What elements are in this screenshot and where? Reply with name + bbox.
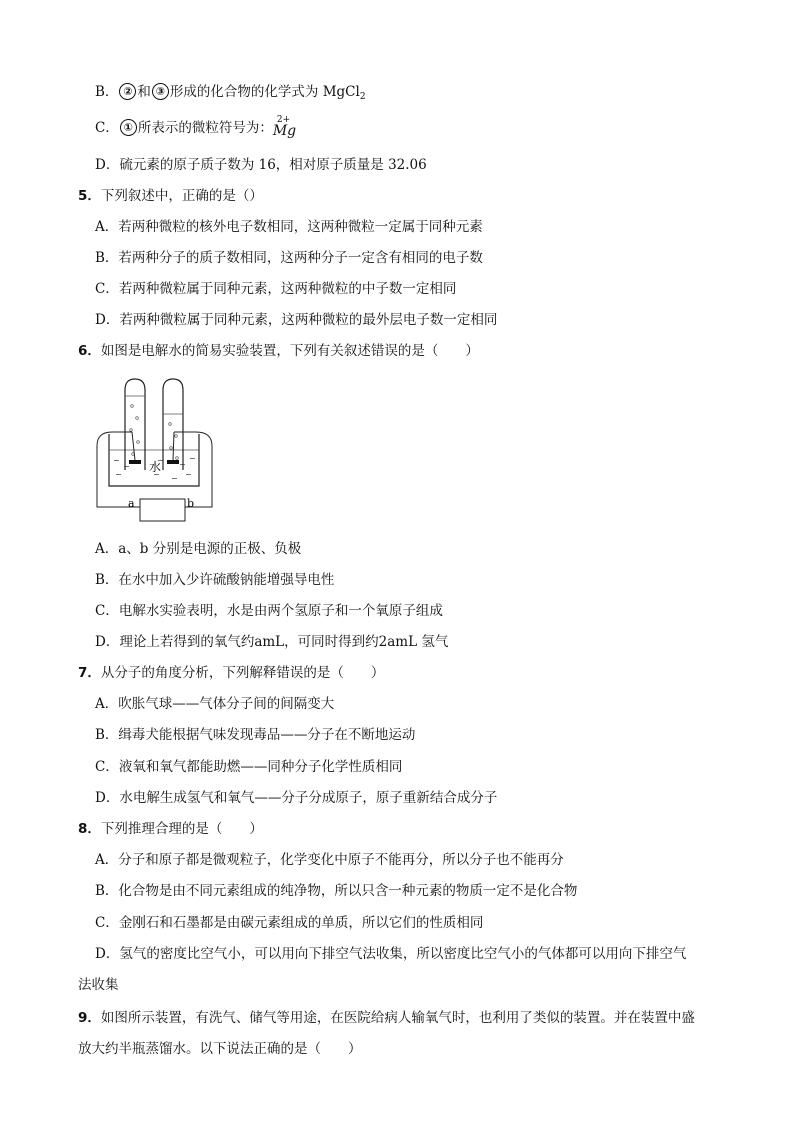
q6-option-d: D．理论上若得到的氧气约amL，可同时得到约2amL 氢气 [95, 634, 449, 650]
power-source [140, 499, 185, 521]
question-8 [78, 819, 263, 839]
question-stem: 从分子的角度分析，下列解释错误的是（ ） [100, 665, 385, 681]
q8-option-a: A．分子和原子都是微观粒子，化学变化中原子不能再分，所以分子也不能再分 [95, 852, 564, 868]
option-letter: C． [95, 120, 119, 136]
question-9 [78, 1008, 695, 1028]
q7-option-b: B．缉毒犬能根据气味发现毒品——分子在不断地运动 [95, 727, 416, 743]
question-number: 9． [78, 1010, 101, 1026]
question-stem: 如图是电解水的简易实验装置，下列有关叙述错误的是（ ） [100, 343, 479, 359]
q4-option-c [95, 114, 297, 139]
circled-number: ③ [152, 83, 169, 100]
ion-symbol [272, 114, 297, 139]
question-7 [78, 663, 384, 683]
q7-option-a: A．吹胀气球——气体分子间的间隔变大 [95, 696, 335, 712]
q6-option-c: C．电解水实验表明，水是由两个氢原子和一个氧原子组成 [95, 603, 443, 619]
option-text: 硫元素的原子质子数为 16，相对原子质量是 32.06 [119, 157, 427, 173]
circled-number: ① [120, 119, 137, 136]
q4-option-d [95, 155, 427, 175]
electrolysis-apparatus-figure [92, 374, 217, 524]
question-stem: 如图所示装置，有洗气、储气等用途，在医院给病人输氧气时，也利用了类似的装置。并在装置中盛 [100, 1010, 695, 1026]
question-5 [78, 186, 263, 206]
electrode-left [129, 460, 141, 464]
q4-option-b [95, 82, 366, 107]
ion-element: Mg [272, 122, 297, 139]
q5-option-a: A．若两种微粒的核外电子数相同，这两种微粒一定属于同种元素 [95, 219, 483, 235]
option-text: 所表示的微粒符号为： [137, 120, 273, 136]
q5-option-b: B．若两种分子的质子数相同，这两种分子一定含有相同的电子数 [95, 250, 483, 266]
question-number: 8． [78, 821, 101, 837]
question-stem: 下列推理合理的是（ ） [100, 821, 263, 837]
wire-right [174, 432, 212, 507]
option-text: 形成的化合物的化学式为 MgCl [169, 84, 360, 100]
question-9-continued: 放大约半瓶蒸馏水。以下说法正确的是（ ） [78, 1041, 362, 1057]
bubbles [130, 405, 179, 460]
question-6 [78, 341, 479, 361]
circled-number: ② [119, 83, 136, 100]
connector-text: 和 [137, 84, 151, 100]
q6-option-a: A．a、b 分别是电源的正极、负极 [95, 541, 302, 557]
question-number: 6． [78, 343, 101, 359]
q5-option-d: D．若两种微粒属于同种元素，这两种微粒的最外层电子数一定相同 [95, 312, 498, 328]
q7-option-c: C．液氧和氧气都能助燃——同种分子化学性质相同 [95, 759, 403, 775]
q7-option-d: D．水电解生成氢气和氧气——分子分成原子，原子重新结合成分子 [95, 790, 498, 806]
q8-option-d-continued: 法收集 [78, 977, 119, 993]
q8-option-d: D．氢气的密度比空气小，可以用向下排空气法收集，所以密度比空气小的气体都可以用向下排空气 [95, 946, 687, 962]
q8-option-c: C．金刚石和石墨都是由碳元素组成的单质，所以它们的性质相同 [95, 915, 484, 931]
option-letter: D． [95, 157, 120, 173]
label-water: 水 [149, 460, 162, 474]
q8-option-b: B．化合物是由不同元素组成的纯净物，所以只含一种元素的物质一定不是化合物 [95, 883, 578, 899]
q5-option-c: C．若两种微粒属于同种元素，这两种微粒的中子数一定相同 [95, 281, 457, 297]
label-a: a [128, 497, 135, 510]
label-b: b [187, 497, 195, 510]
option-letter: B． [95, 84, 119, 100]
subscript: 2 [359, 92, 366, 102]
electrode-right [167, 460, 179, 464]
lead-right [173, 432, 174, 460]
question-stem: 下列叙述中，正确的是（） [100, 188, 263, 204]
question-number: 7． [78, 665, 101, 681]
lead-left [132, 432, 135, 460]
ion-charge: 2+ [276, 114, 291, 125]
question-number: 5． [78, 188, 101, 204]
q6-option-b: B．在水中加入少许硫酸钠能增强导电性 [95, 572, 335, 588]
